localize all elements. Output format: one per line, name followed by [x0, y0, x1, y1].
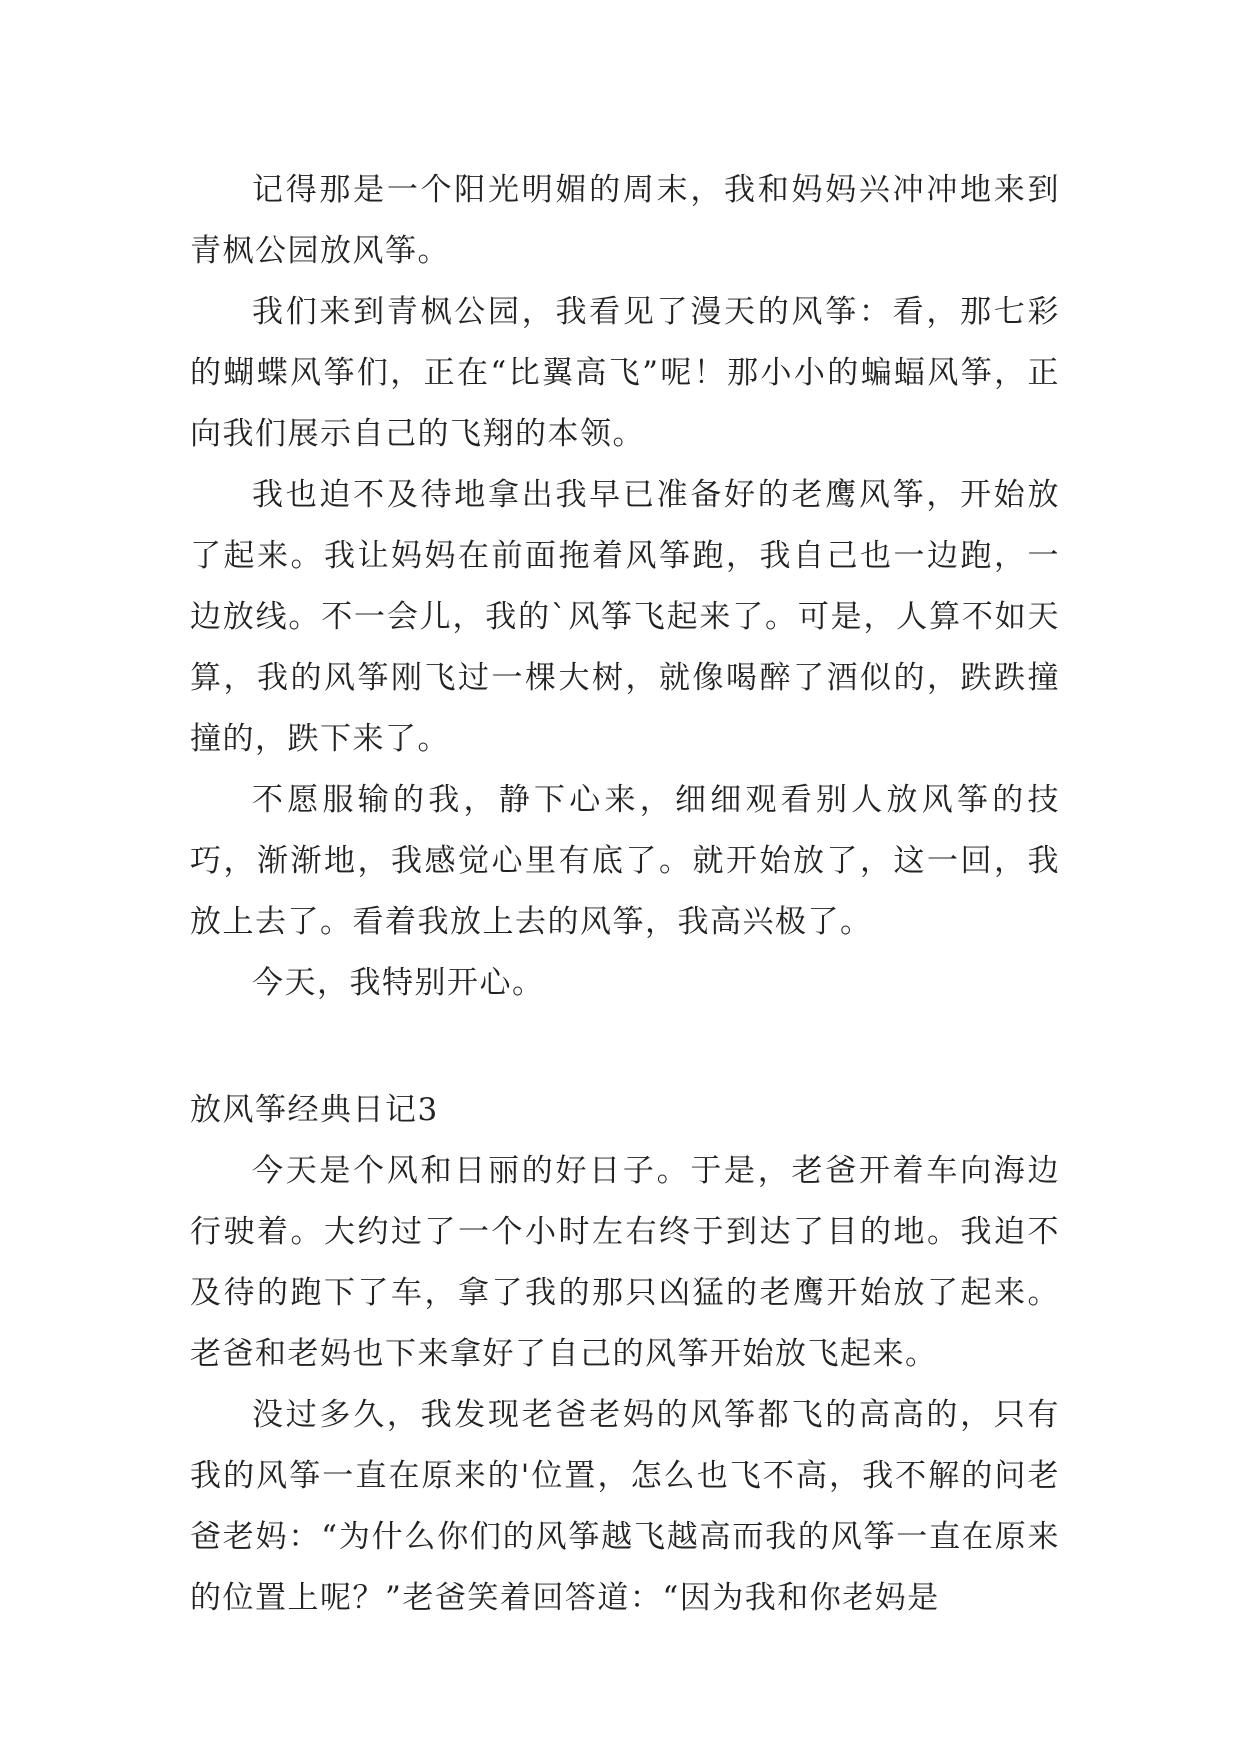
paragraph: 我也迫不及待地拿出我早已准备好的老鹰风筝，开始放了起来。我让妈妈在前面拖着风筝跑，我自己也一边跑，一边放线。不一会儿，我的`风筝飞起来了。可是，人算不如天算，我的风筝刚飞过一棵大树，就像喝醉了酒似的，跌跌撞撞的，跌下来了。 — [190, 477, 1060, 757]
paragraph: 没过多久，我发现老爸老妈的风筝都飞的高高的，只有我的风筝一直在原来的'位置，怎么也飞不高，我不解的问老爸老妈：“为什么你们的风筝越飞越高而我的风筝一直在原来的位置上呢？”老爸笑着回答道：“因为我和你老妈是 — [190, 1397, 1060, 1616]
paragraph: 记得那是一个阳光明媚的周末，我和妈妈兴冲冲地来到青枫公园放风筝。 — [190, 172, 1060, 269]
paragraph: 今天是个风和日丽的好日子。于是，老爸开着车向海边行驶着。大约过了一个小时左右终于到达了目的地。我迫不及待的跑下了车，拿了我的那只凶猛的老鹰开始放了起来。老爸和老妈也下来拿好了自己的风筝开始放飞起来。 — [190, 1153, 1060, 1372]
paragraph: 今天，我特别开心。 — [252, 965, 545, 1001]
section-title: 放风筝经典日记3 — [190, 1092, 439, 1128]
paragraph: 不愿服输的我，静下心来，细细观看别人放风筝的技巧，渐渐地，我感觉心里有底了。就开始放了，这一回，我放上去了。看着我放上去的风筝，我高兴极了。 — [190, 782, 1060, 940]
paragraph: 我们来到青枫公园，我看见了漫天的风筝：看，那七彩的蝴蝶风筝们，正在“比翼高飞”呢！那小小的蝙蝠风筝，正向我们展示自己的飞翔的本领。 — [190, 294, 1060, 452]
document-body — [190, 160, 1060, 1629]
